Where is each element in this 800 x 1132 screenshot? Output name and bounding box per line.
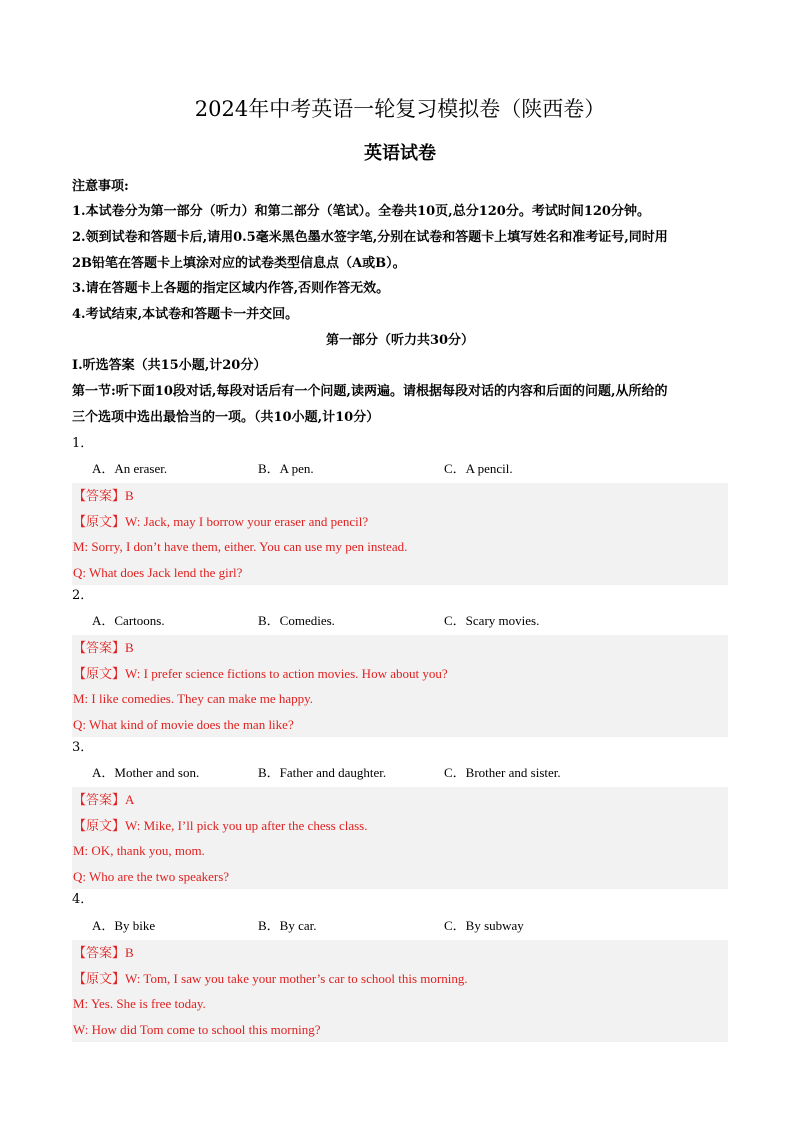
section-title: I.听选答案（共15小题,计20分） [72,358,267,373]
option-c: C．A pencil. [444,461,513,476]
question-number: 1． [72,436,94,451]
notice-item: 1.本试卷分为第一部分（听力）和第二部分（笔试）。全卷共10页,总分120分。考试时间120分钟。 [72,204,650,219]
answer-block [72,787,728,889]
script-line: M: Sorry, I don’t have them, either. You can use my pen instead. [73,539,408,554]
part-title: 第一部分（听力共30分） [325,333,475,348]
script-line: 【原文】W: Tom, I saw you take your mother’s car to school this morning. [73,970,468,986]
script-line: M: OK, thank you, mom. [73,843,205,858]
script-line: Q: Who are the two speakers? [73,868,230,884]
script-line: W: How did Tom come to school this morning? [73,1021,321,1037]
answer-block [72,940,728,1042]
option-a: A．Cartoons. [92,613,165,628]
script-line: 【原文】W: Jack, may I borrow your eraser and pencil? [73,513,369,529]
notice-heading: 注意事项: [72,179,129,194]
notice-item: 2B铅笔在答题卡上填涂对应的试卷类型信息点（A或B）。 [72,256,406,271]
option-a: A．An eraser. [92,461,168,476]
section-instruction: 第一节:听下面10段对话,每段对话后有一个问题,读两遍。请根据每段对话的内容和后面的问题,从所给的 [72,384,668,399]
option-b: B．Comedies. [258,613,335,628]
answer-key: 【答案】B [73,945,134,960]
script-line: Q: What does Jack lend the girl? [73,564,243,580]
answer-block [72,635,728,737]
option-c: C．Scary movies. [444,613,540,628]
option-c: C．Brother and sister. [444,765,561,780]
exam-subtitle: 英语试卷 [364,143,436,164]
question-number: 2． [72,588,94,603]
script-line: Q: What kind of movie does the man like? [73,716,294,732]
option-a: A．Mother and son. [92,765,200,780]
notice-item: 4.考试结束,本试卷和答题卡一并交回。 [72,307,299,322]
option-c: C．By subway [444,918,524,933]
answer-key: 【答案】A [73,792,135,807]
script-line: M: I like comedies. They can make me happy. [73,691,314,706]
option-a: A．By bike [92,918,156,933]
script-line: 【原文】W: I prefer science fictions to action movies. How about you? [73,665,448,681]
script-line: M: Yes. She is free today. [73,996,206,1011]
option-b: B．Father and daughter. [258,765,387,780]
notice-item: 3.请在答题卡上各题的指定区域内作答,否则作答无效。 [72,281,390,296]
notice-item: 2.领到试卷和答题卡后,请用0.5毫米黑色墨水签字笔,分别在试卷和答题卡上填写姓名和准考证号,同时用 [72,230,668,245]
answer-key: 【答案】B [73,640,134,655]
question-number: 4． [72,892,94,907]
script-line: 【原文】W: Mike, I’ll pick you up after the chess class. [73,817,368,833]
section-instruction: 三个选项中选出最恰当的一项。（共10小题,计10分） [72,410,380,425]
exam-title: 2024年中考英语一轮复习模拟卷（陕西卷） [194,97,606,121]
answer-key: 【答案】B [73,488,134,503]
question-number: 3． [72,740,94,755]
option-b: B．A pen. [258,461,314,476]
option-b: B．By car. [258,918,317,933]
answer-block [72,483,728,585]
